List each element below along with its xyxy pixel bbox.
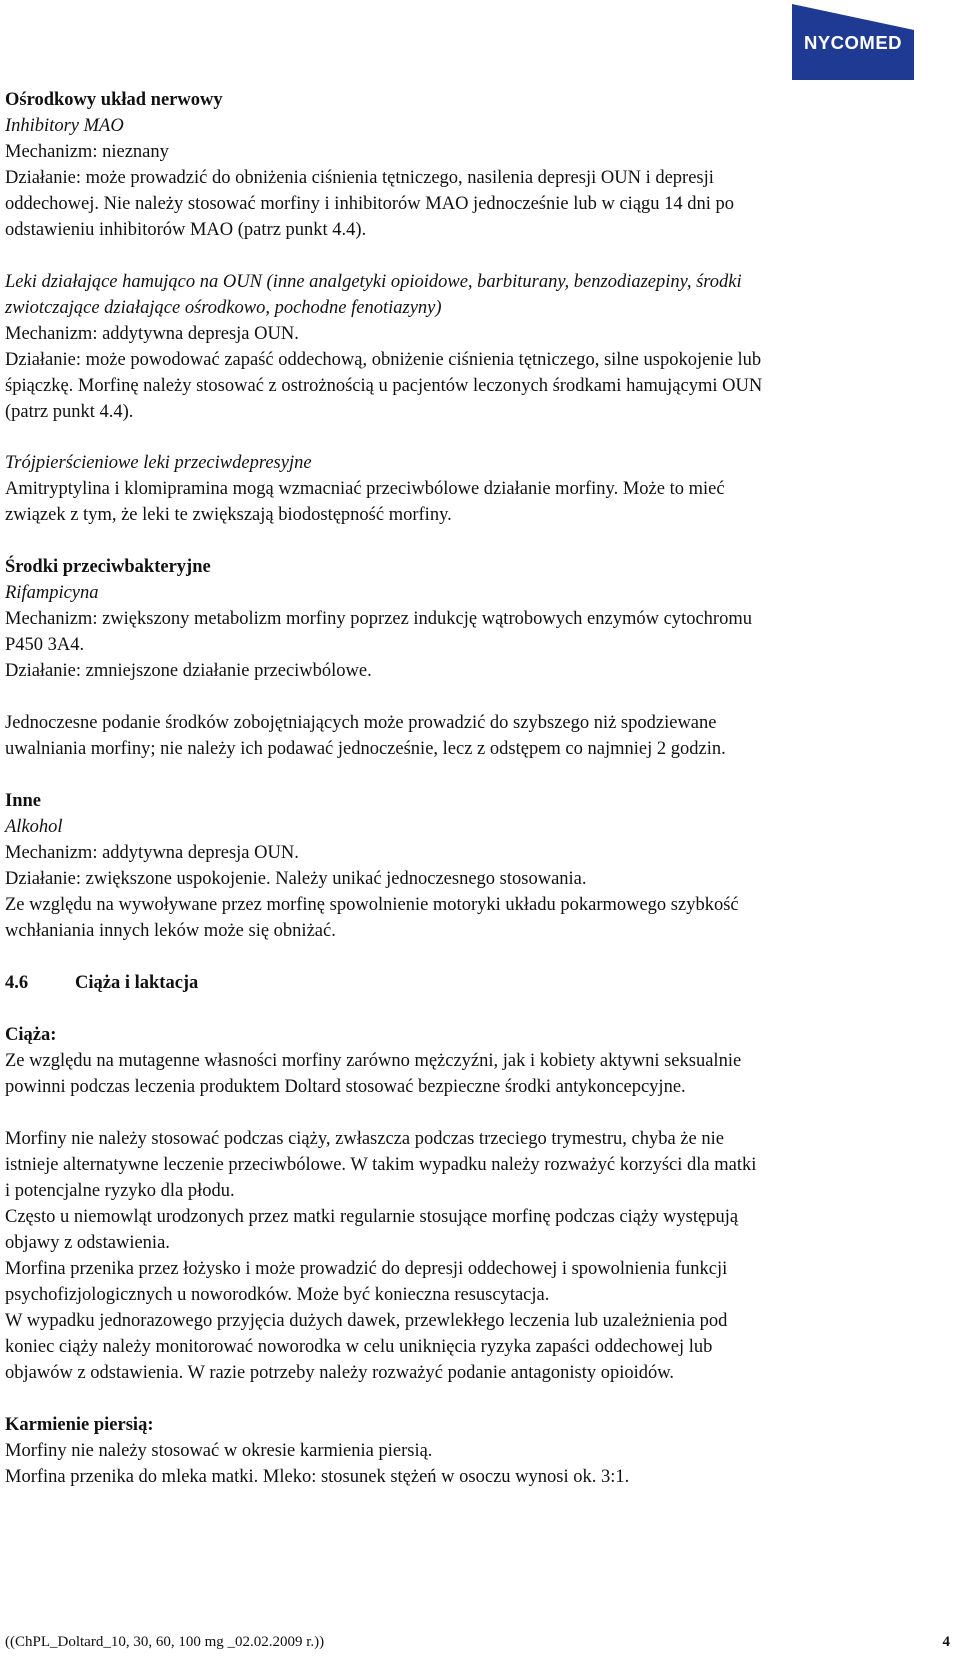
subtitle-cns-depressants: zwiotczające działające ośrodkowo, pochodne fenotiazyny) bbox=[5, 298, 442, 318]
subtitle-mao: Inhibitory MAO bbox=[5, 116, 124, 136]
nycomed-logo bbox=[792, 4, 914, 80]
section-title-antibacterial: Środki przeciwbakteryjne bbox=[5, 557, 211, 577]
text-line: P450 3A4. bbox=[5, 635, 85, 655]
text-line: W wypadku jednorazowego przyjęcia dużych dawek, przewlekłego leczenia lub uzależnienia pod bbox=[5, 1311, 728, 1331]
text-line: (patrz punkt 4.4). bbox=[5, 402, 134, 422]
text-line: oddechowej. Nie należy stosować morfiny i inhibitorów MAO jednocześnie lub w ciągu 14 dni po bbox=[5, 194, 735, 214]
text-line: Mechanizm: nieznany bbox=[5, 142, 169, 162]
heading-text: Ciąża i laktacja bbox=[75, 973, 199, 993]
heading-4-6 bbox=[5, 970, 953, 996]
text-line: śpiączkę. Morfinę należy stosować z ostrożnością u pacjentów leczonych środkami hamującymi OUN bbox=[5, 376, 763, 396]
text-line: objawów z odstawienia. W razie potrzeby należy rozważyć podanie antagonisty opioidów. bbox=[5, 1363, 675, 1383]
subtitle-pregnancy: Ciąża: bbox=[5, 1025, 57, 1045]
text-line: wchłaniania innych leków może się obniżać. bbox=[5, 921, 336, 941]
section-title-other: Inne bbox=[5, 791, 41, 811]
subtitle-alcohol: Alkohol bbox=[5, 817, 63, 837]
section-title-cns: Ośrodkowy układ nerwowy bbox=[5, 90, 223, 110]
text-line: Ze względu na wywoływane przez morfinę spowolnienie motoryki układu pokarmowego szybkość bbox=[5, 895, 739, 915]
text-line: Morfiny nie należy stosować w okresie karmienia piersią. bbox=[5, 1441, 433, 1461]
page-footer bbox=[5, 1633, 950, 1651]
text-line: Mechanizm: addytywna depresja OUN. bbox=[5, 843, 299, 863]
text-line: Często u niemowląt urodzonych przez matki regularnie stosujące morfinę podczas ciąży występują bbox=[5, 1207, 739, 1227]
subtitle-tricyclic: Trójpierścieniowe leki przeciwdepresyjne bbox=[5, 453, 312, 473]
text-line: powinni podczas leczenia produktem Doltard stosować bezpieczne środki antykoncepcyjne. bbox=[5, 1077, 686, 1097]
logo-text: NYCOMED bbox=[803, 32, 903, 53]
text-line: Morfina przenika przez łożysko i może prowadzić do depresji oddechowej i spowolnienia funkcji bbox=[5, 1259, 728, 1279]
subtitle-cns-depressants: Leki działające hamująco na OUN (inne analgetyki opioidowe, barbiturany, benzodiazepiny, środki bbox=[5, 272, 742, 292]
text-line: Morfina przenika do mleka matki. Mleko: stosunek stężeń w osoczu wynosi ok. 3:1. bbox=[5, 1467, 630, 1487]
text-line: Mechanizm: addytywna depresja OUN. bbox=[5, 324, 299, 344]
page-number: 4 bbox=[942, 1634, 950, 1650]
text-line: koniec ciąży należy monitorować noworodka w celu uniknięcia ryzyka zapaści oddechowej lub bbox=[5, 1337, 713, 1357]
text-line: uwalniania morfiny; nie należy ich podawać jednocześnie, lecz z odstępem co najmniej 2 godzin. bbox=[5, 739, 726, 759]
text-line: Mechanizm: zwiększony metabolizm morfiny poprzez indukcję wątrobowych enzymów cytochromu bbox=[5, 609, 752, 629]
text-line: Ze względu na mutagenne własności morfiny zarówno mężczyźni, jak i kobiety aktywni seksualnie bbox=[5, 1051, 742, 1071]
subtitle-rifampicin: Rifampicyna bbox=[5, 583, 99, 603]
text-line: psychofizjologicznych u noworodków. Może być konieczna resuscytacja. bbox=[5, 1285, 550, 1305]
text-line: związek z tym, że leki te zwiększają biodostępność morfiny. bbox=[5, 505, 452, 525]
text-line: Działanie: może prowadzić do obniżenia ciśnienia tętniczego, nasilenia depresji OUN i depresji bbox=[5, 168, 714, 188]
subtitle-breastfeeding: Karmienie piersią: bbox=[5, 1415, 154, 1435]
text-line: objawy z odstawienia. bbox=[5, 1233, 170, 1253]
text-line: Amitryptylina i klomipramina mogą wzmacniać przeciwbólowe działanie morfiny. Może to mieć bbox=[5, 479, 725, 499]
text-line: odstawieniu inhibitorów MAO (patrz punkt 4.4). bbox=[5, 220, 367, 240]
text-line: Działanie: może powodować zapaść oddechową, obniżenie ciśnienia tętniczego, silne uspokojenie lub bbox=[5, 350, 762, 370]
text-line: i potencjalne ryzyko dla płodu. bbox=[5, 1181, 235, 1201]
heading-number: 4.6 bbox=[5, 973, 29, 993]
document-body bbox=[5, 87, 953, 1490]
text-line: Działanie: zwiększone uspokojenie. Należy unikać jednoczesnego stosowania. bbox=[5, 869, 587, 889]
footer-doc-id: ((ChPL_Doltard_10, 30, 60, 100 mg _02.02.2009 r.)) bbox=[5, 1634, 325, 1650]
text-line: Morfiny nie należy stosować podczas ciąży, zwłaszcza podczas trzeciego trymestru, chyba że nie bbox=[5, 1129, 724, 1149]
text-line: Działanie: zmniejszone działanie przeciwbólowe. bbox=[5, 661, 372, 681]
text-line: Jednoczesne podanie środków zobojętniających może prowadzić do szybszego niż spodziewane bbox=[5, 713, 717, 733]
text-line: istnieje alternatywne leczenie przeciwbólowe. W takim wypadku należy rozważyć korzyści dla matki bbox=[5, 1155, 757, 1175]
